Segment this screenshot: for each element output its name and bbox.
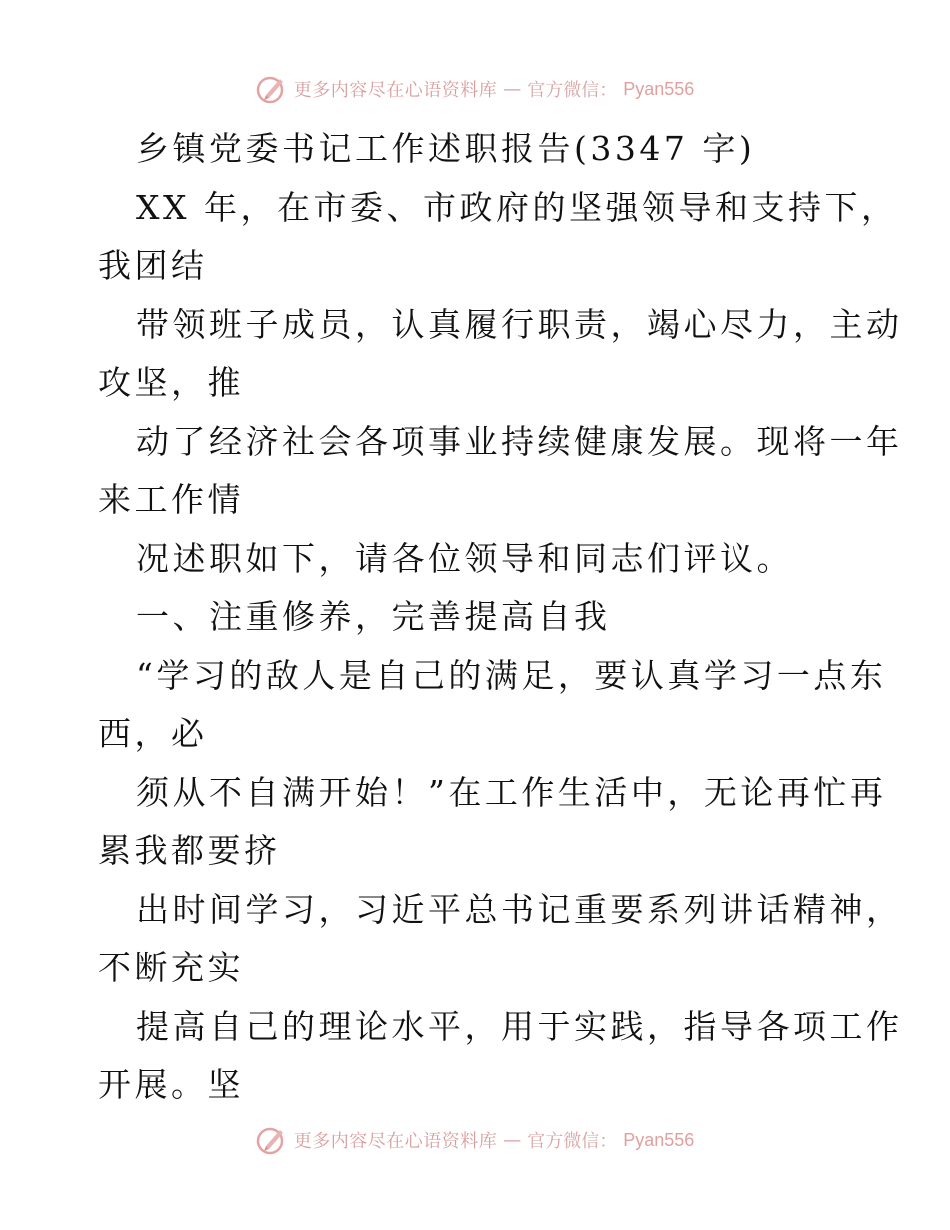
watermark-id: Pyan556 — [623, 78, 695, 99]
text-line: 带领班子成员，认真履行职责，竭心尽力，主动 — [136, 304, 903, 344]
section-heading: 一、注重修养，完善提高自我 — [136, 597, 611, 636]
watermark-footer — [0, 1123, 950, 1157]
watermark-id: Pyan556 — [623, 1129, 695, 1150]
text-line: 来工作情 — [98, 480, 244, 519]
text-line: XX 年，在市委、市政府的坚强领导和支持下， — [136, 187, 898, 227]
text-line: 况述职如下，请各位领导和同志们评议。 — [136, 538, 793, 578]
text-line: 须从不自满开始！”在工作生活中，无论再忙再 — [136, 772, 887, 812]
text-line: 我团结 — [98, 246, 208, 285]
watermark-header — [0, 72, 950, 106]
text-line: 西，必 — [98, 714, 208, 753]
text-line: 不断充实 — [98, 948, 244, 987]
document-body — [98, 120, 903, 1115]
watermark-text: 更多内容尽在心语资料库 — [293, 80, 498, 101]
text-line: “学习的敌人是自己的满足，要认真学习一点东 — [136, 655, 887, 695]
text-line: 提高自己的理论水平，用于实践，指导各项工作 — [136, 1006, 903, 1046]
text-line: 累我都要挤 — [98, 831, 281, 870]
text-line: 动了经济社会各项事业持续健康发展。现将一年 — [136, 421, 903, 461]
text-line: 开展。坚 — [98, 1065, 244, 1104]
pen-logo-icon — [256, 1124, 288, 1156]
pen-logo-icon — [256, 73, 288, 105]
text-line: 攻坚，推 — [98, 363, 244, 402]
watermark-label: 官方微信： — [527, 1131, 618, 1152]
watermark-separator: — — [503, 1129, 522, 1151]
watermark-label: 官方微信： — [527, 80, 618, 101]
watermark-separator: — — [503, 78, 522, 100]
watermark-text: 更多内容尽在心语资料库 — [293, 1131, 498, 1152]
text-line: 出时间学习，习近平总书记重要系列讲话精神， — [136, 889, 903, 929]
document-title: 乡镇党委书记工作述职报告(3347 字) — [136, 129, 756, 168]
